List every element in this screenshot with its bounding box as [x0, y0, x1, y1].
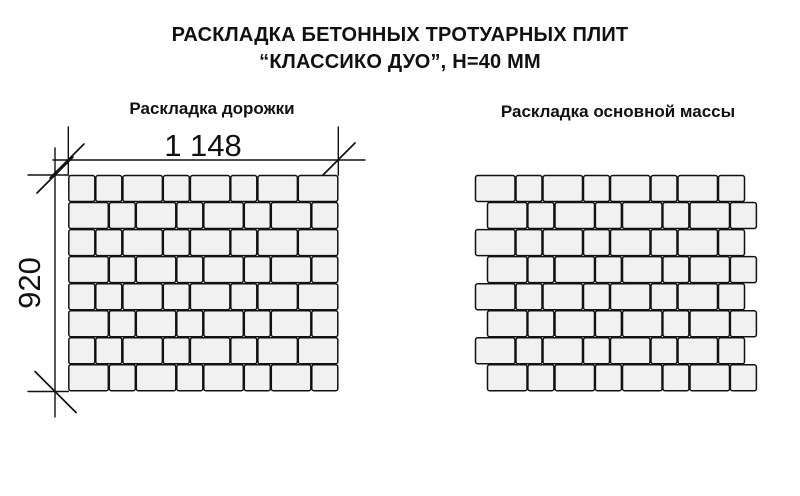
tile [96, 284, 122, 310]
tile [611, 338, 651, 364]
tile [663, 365, 689, 391]
tile [163, 284, 189, 310]
tile [258, 338, 298, 364]
tile [163, 176, 189, 202]
tile [516, 176, 542, 202]
tile [69, 257, 109, 283]
tile [476, 338, 516, 364]
tile [595, 257, 621, 283]
tile [298, 176, 338, 202]
height-dimension [12, 148, 76, 417]
tile [663, 203, 689, 229]
tile [488, 365, 528, 391]
mass-layout-grid [476, 176, 757, 391]
tile [584, 176, 610, 202]
tile [730, 365, 756, 391]
page-title-line1: РАСКЛАДКА БЕТОННЫХ ТРОТУАРНЫХ ПЛИТ [171, 24, 629, 46]
tile [204, 203, 244, 229]
tile [163, 338, 189, 364]
tile [528, 257, 554, 283]
tile [678, 230, 718, 256]
tile [623, 203, 663, 229]
tile [96, 176, 122, 202]
tile [177, 311, 203, 337]
tile [258, 284, 298, 310]
tile [123, 176, 162, 202]
tile [69, 176, 95, 202]
tile [244, 257, 270, 283]
tile [231, 176, 257, 202]
tile [528, 365, 554, 391]
tile [298, 284, 338, 310]
tile [271, 257, 311, 283]
tile [231, 284, 257, 310]
tile [595, 311, 621, 337]
tile [678, 338, 718, 364]
tile [244, 203, 270, 229]
tile [123, 230, 162, 256]
tile [136, 365, 176, 391]
tile [730, 203, 756, 229]
tile [611, 230, 651, 256]
tile [109, 257, 135, 283]
tile [258, 176, 298, 202]
tile [584, 284, 610, 310]
tile [516, 338, 542, 364]
tile [96, 230, 122, 256]
tile [516, 284, 542, 310]
tile [298, 230, 338, 256]
tile [271, 365, 311, 391]
tile [623, 311, 663, 337]
tile [611, 176, 651, 202]
tile [543, 176, 583, 202]
tile [719, 284, 745, 310]
tile [69, 284, 95, 310]
width-dimension-label: 1 148 [164, 128, 242, 163]
tile [678, 284, 718, 310]
tile [678, 176, 718, 202]
tile [623, 257, 663, 283]
tile [312, 257, 338, 283]
tile [555, 203, 595, 229]
tile [190, 338, 230, 364]
tile [584, 338, 610, 364]
tile [488, 203, 528, 229]
tile [190, 176, 230, 202]
tile [719, 338, 745, 364]
tile [244, 311, 270, 337]
tile [488, 311, 528, 337]
tile [476, 176, 516, 202]
tile [96, 338, 122, 364]
tile [190, 230, 230, 256]
tile [611, 284, 651, 310]
tile [651, 176, 677, 202]
tile [123, 284, 162, 310]
tile [690, 203, 730, 229]
tile [488, 257, 528, 283]
tile [163, 230, 189, 256]
tile [651, 284, 677, 310]
right-diagram-label: Раскладка основной массы [500, 102, 736, 121]
tile [730, 257, 756, 283]
tile [123, 338, 162, 364]
height-dimension-label: 920 [12, 257, 47, 309]
tile [204, 365, 244, 391]
tile [271, 203, 311, 229]
tile [177, 203, 203, 229]
tile [231, 230, 257, 256]
tile [663, 311, 689, 337]
tile [555, 257, 595, 283]
tile [690, 365, 730, 391]
tile [663, 257, 689, 283]
tile [136, 311, 176, 337]
left-diagram-label: Раскладка дорожки [129, 99, 295, 118]
tile [109, 311, 135, 337]
tile [69, 338, 95, 364]
tile [190, 284, 230, 310]
tile [136, 257, 176, 283]
tile [177, 257, 203, 283]
tile [298, 338, 338, 364]
tile [595, 365, 621, 391]
tile [690, 311, 730, 337]
tile [69, 311, 109, 337]
tile [109, 203, 135, 229]
tile [651, 338, 677, 364]
page-title-line2: “КЛАССИКО ДУО”, Н=40 ММ [259, 51, 541, 73]
tile [69, 230, 95, 256]
tile [528, 311, 554, 337]
tile [719, 230, 745, 256]
tile [312, 203, 338, 229]
tile [177, 365, 203, 391]
tile [719, 176, 745, 202]
tile [555, 365, 595, 391]
tile [136, 203, 176, 229]
width-dimension [50, 127, 365, 178]
tile [584, 230, 610, 256]
tile [258, 230, 298, 256]
tile [109, 365, 135, 391]
tile [543, 284, 583, 310]
tile [231, 338, 257, 364]
tile [312, 365, 338, 391]
tile [543, 230, 583, 256]
tile [516, 230, 542, 256]
tile [690, 257, 730, 283]
tile [543, 338, 583, 364]
tile [730, 311, 756, 337]
tile [555, 311, 595, 337]
tile [69, 203, 109, 229]
tile [476, 284, 516, 310]
tile [312, 311, 338, 337]
tile [271, 311, 311, 337]
tile [69, 365, 109, 391]
tile [244, 365, 270, 391]
tile [204, 257, 244, 283]
tile [623, 365, 663, 391]
tile [528, 203, 554, 229]
tile [595, 203, 621, 229]
tile [476, 230, 516, 256]
path-layout-grid [69, 176, 338, 391]
tile [651, 230, 677, 256]
tile [204, 311, 244, 337]
